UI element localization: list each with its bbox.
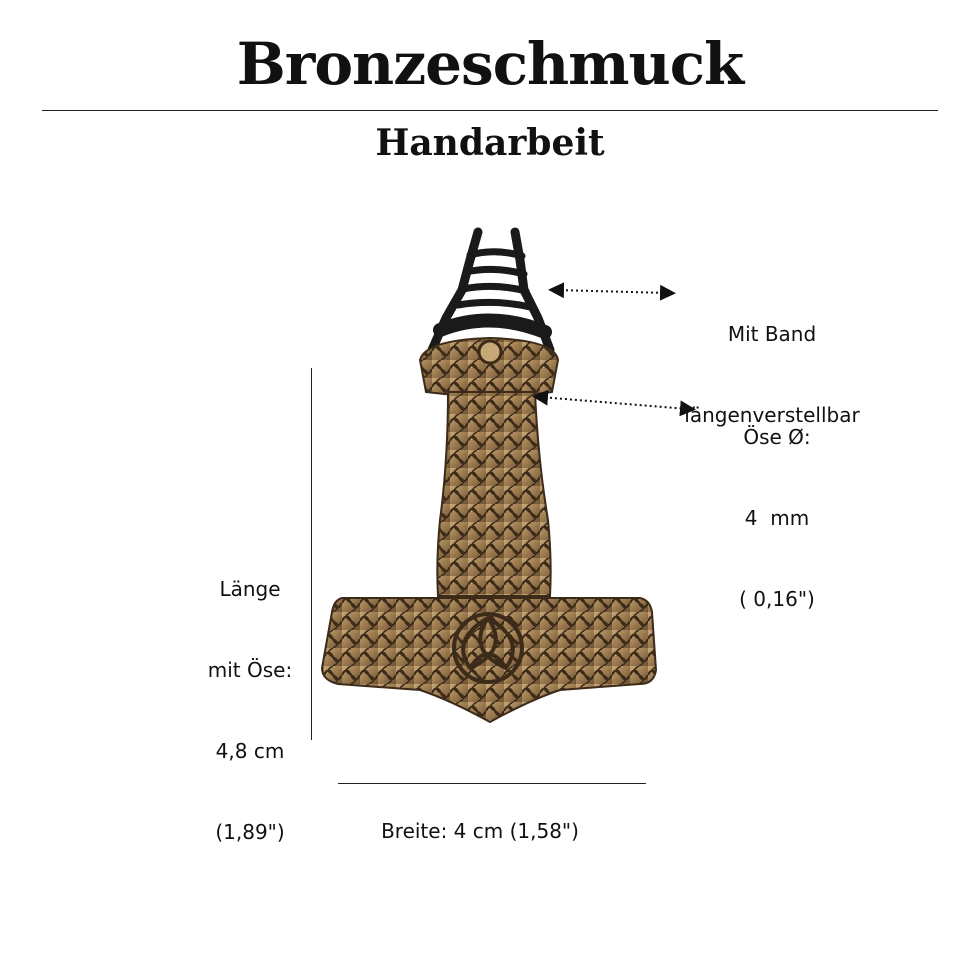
- width-dimension-line: [338, 783, 646, 784]
- length-label: [190, 522, 310, 873]
- length-label-line-1: Länge: [219, 577, 281, 601]
- page-subtitle: Handarbeit: [375, 122, 605, 164]
- eyelet-label-line-2: 4 mm: [744, 506, 810, 530]
- length-label-line-3: 4,8 cm: [215, 739, 285, 763]
- length-label-line-2: mit Öse:: [207, 658, 293, 682]
- eyelet-label: [712, 370, 842, 640]
- band-label-line-1: Mit Band: [727, 322, 817, 346]
- page-title: Bronzeschmuck: [236, 30, 744, 98]
- band-arrow: [556, 290, 668, 293]
- length-dimension-line: [311, 368, 312, 740]
- width-label: Breite: 4 cm (1,58"): [381, 819, 579, 843]
- eyelet-label-line-1: Öse Ø:: [743, 425, 811, 449]
- eyelet-arrow: [540, 397, 688, 409]
- length-label-line-4: (1,89"): [215, 820, 285, 844]
- eyelet-label-line-3: ( 0,16"): [739, 587, 815, 611]
- band-label-line-2: längenverstellbar: [684, 403, 860, 427]
